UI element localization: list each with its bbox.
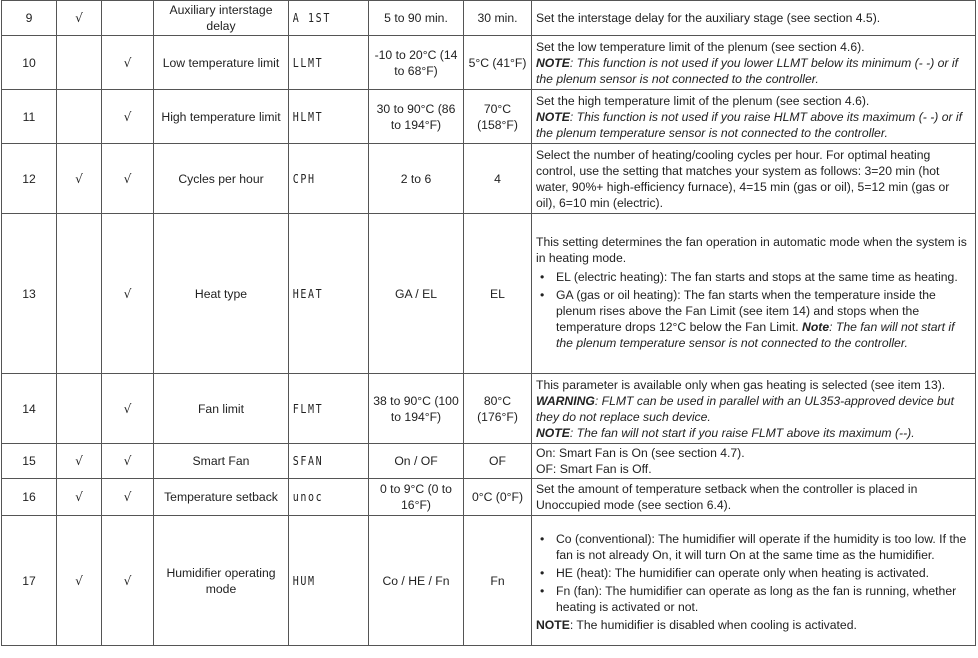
param-number: 16 [2, 479, 57, 516]
list-item: • Co (conventional): The humidifier will operate if the humidity is too low. If the fan is not already On, it will turn On at the same time as the humidifier. [536, 531, 971, 563]
param-description [532, 36, 976, 90]
description-text: Set the high temperature limit of the plenum (see section 4.6). [536, 93, 870, 108]
param-name: Low temperature limit [154, 36, 289, 90]
checkmark-col2 [57, 374, 102, 444]
param-name: Humidifier operating mode [154, 516, 289, 646]
note-text: : The fan will not start if the plenum temperature sensor is not connected to the controller. [556, 319, 955, 350]
checkmark-col3: √ [102, 444, 154, 479]
checkmark-col3: √ [102, 36, 154, 90]
param-default: 0°C (0°F) [464, 479, 532, 516]
checkmark-col2: √ [57, 144, 102, 214]
lcd-code: FLMT [289, 374, 355, 444]
table-row [2, 36, 976, 90]
note-text: : The humidifier is disabled when cooling is activated. [569, 618, 857, 633]
checkmark-col3: √ [102, 90, 154, 144]
table-row [2, 516, 976, 646]
param-range: -10 to 20°C (14 to 68°F) [369, 36, 464, 90]
param-number: 17 [2, 516, 57, 646]
param-default: Fn [464, 516, 532, 646]
checkmark-col2: √ [57, 479, 102, 516]
param-number: 13 [2, 214, 57, 374]
table-row [2, 479, 976, 516]
param-default: OF [464, 444, 532, 479]
param-description [532, 516, 976, 646]
warning-label: WARNING [536, 393, 595, 408]
checkmark-col2 [57, 90, 102, 144]
note-label: NOTE [536, 425, 570, 440]
param-number: 10 [2, 36, 57, 90]
param-range: 2 to 6 [369, 144, 464, 214]
note-line [536, 55, 971, 87]
checkmark-col3 [102, 1, 154, 36]
parameter-table [1, 0, 976, 646]
description-text: This setting determines the fan operation in automatic mode when the system is in heating mode. [536, 235, 967, 266]
list-item: • EL (electric heating): The fan starts and stops at the same time as heating. [536, 269, 971, 285]
table-row [2, 1, 976, 36]
param-range: On / OF [369, 444, 464, 479]
param-range: Co / HE / Fn [369, 516, 464, 646]
list-item: • HE (heat): The humidifier can operate only when heating is activated. [536, 565, 971, 581]
warning-line [536, 393, 971, 425]
lcd-code: HEAT [289, 214, 355, 374]
warning-text: : FLMT can be used in parallel with an UL353-approved device but they do not replace such device. [536, 393, 954, 424]
param-description: Set the interstage delay for the auxiliary stage (see section 4.5). [532, 1, 976, 36]
checkmark-col2: √ [57, 516, 102, 646]
note-label: NOTE [536, 618, 570, 633]
lcd-code: LLMT [289, 36, 355, 90]
param-name: Temperature setback [154, 479, 289, 516]
param-number: 9 [2, 1, 57, 36]
description-line: OF: Smart Fan is Off. [536, 462, 652, 477]
param-range: 30 to 90°C (86 to 194°F) [369, 90, 464, 144]
lcd-code: CPH [289, 144, 355, 214]
list-item: • Fn (fan): The humidifier can operate as long as the fan is running, whether heating is activated or not. [536, 583, 971, 615]
checkmark-col3: √ [102, 144, 154, 214]
note-label: NOTE [536, 55, 570, 70]
param-name: Cycles per hour [154, 144, 289, 214]
checkmark-col2: √ [57, 444, 102, 479]
checkmark-col2 [57, 36, 102, 90]
bullet-text: GA (gas or oil heating): The fan starts when the temperature inside the plenum rises above the Fan Limit (see item 14) and stops when the temperature drops 12°C below the Fan Limit. [556, 287, 936, 334]
note-line [536, 109, 971, 141]
note-text: : This function is not used if you raise HLMT above its maximum (- -) or if the plenum temperature sensor is not connected to the controller. [536, 109, 963, 140]
note-label: NOTE [536, 109, 570, 124]
note-line [536, 425, 971, 441]
param-number: 12 [2, 144, 57, 214]
lcd-code: A 1ST [289, 1, 355, 36]
param-number: 11 [2, 90, 57, 144]
checkmark-col3: √ [102, 479, 154, 516]
param-default: 80°C (176°F) [464, 374, 532, 444]
lcd-code: HLMT [289, 90, 355, 144]
lcd-code: unoc [289, 479, 355, 516]
param-default: 70°C (158°F) [464, 90, 532, 144]
bullet-list [536, 269, 971, 351]
param-default: 4 [464, 144, 532, 214]
table-row [2, 444, 976, 479]
checkmark-col3: √ [102, 516, 154, 646]
param-description: Set the amount of temperature setback when the controller is placed in Unoccupied mode (see section 6.4). [532, 479, 976, 516]
param-range: GA / EL [369, 214, 464, 374]
param-range: 5 to 90 min. [369, 1, 464, 36]
checkmark-col2: √ [57, 1, 102, 36]
param-default: 5°C (41°F) [464, 36, 532, 90]
param-name: Fan limit [154, 374, 289, 444]
param-description [532, 90, 976, 144]
bullet-list [536, 531, 971, 615]
table-row [2, 90, 976, 144]
description-line: On: Smart Fan is On (see section 4.7). [536, 446, 745, 461]
list-item [536, 287, 971, 351]
note-line [536, 617, 971, 633]
param-range: 38 to 90°C (100 to 194°F) [369, 374, 464, 444]
param-default: 30 min. [464, 1, 532, 36]
checkmark-col3: √ [102, 374, 154, 444]
param-description [532, 214, 976, 374]
note-text: : This function is not used if you lower LLMT below its minimum (- -) or if the plenum sensor is not connected to the controller. [536, 55, 958, 86]
param-description: Select the number of heating/cooling cycles per hour. For optimal heating control, use the setting that matches your system as follows: 3=20 min (hot water, 90%+ high-efficiency furnace), 4=15 min (gas or oil), 5=12 min (gas or oil), 6=10 min (electric). [532, 144, 976, 214]
param-name: High temperature limit [154, 90, 289, 144]
param-number: 14 [2, 374, 57, 444]
param-default: EL [464, 214, 532, 374]
checkmark-col2 [57, 214, 102, 374]
note-label: Note [802, 319, 830, 334]
param-range: 0 to 9°C (0 to 16°F) [369, 479, 464, 516]
param-description [532, 444, 976, 479]
lcd-code: SFAN [289, 444, 355, 479]
description-text: This parameter is available only when gas heating is selected (see item 13). [536, 377, 946, 392]
param-name: Smart Fan [154, 444, 289, 479]
param-name: Heat type [154, 214, 289, 374]
checkmark-col3: √ [102, 214, 154, 374]
param-description [532, 374, 976, 444]
param-name: Auxiliary interstage delay [154, 1, 289, 36]
table-row [2, 214, 976, 374]
table-row [2, 144, 976, 214]
table-row [2, 374, 976, 444]
lcd-code: HUM [289, 516, 355, 646]
param-number: 15 [2, 444, 57, 479]
note-text: : The fan will not start if you raise FLMT above its maximum (--). [569, 425, 915, 440]
description-text: Set the low temperature limit of the plenum (see section 4.6). [536, 39, 865, 54]
